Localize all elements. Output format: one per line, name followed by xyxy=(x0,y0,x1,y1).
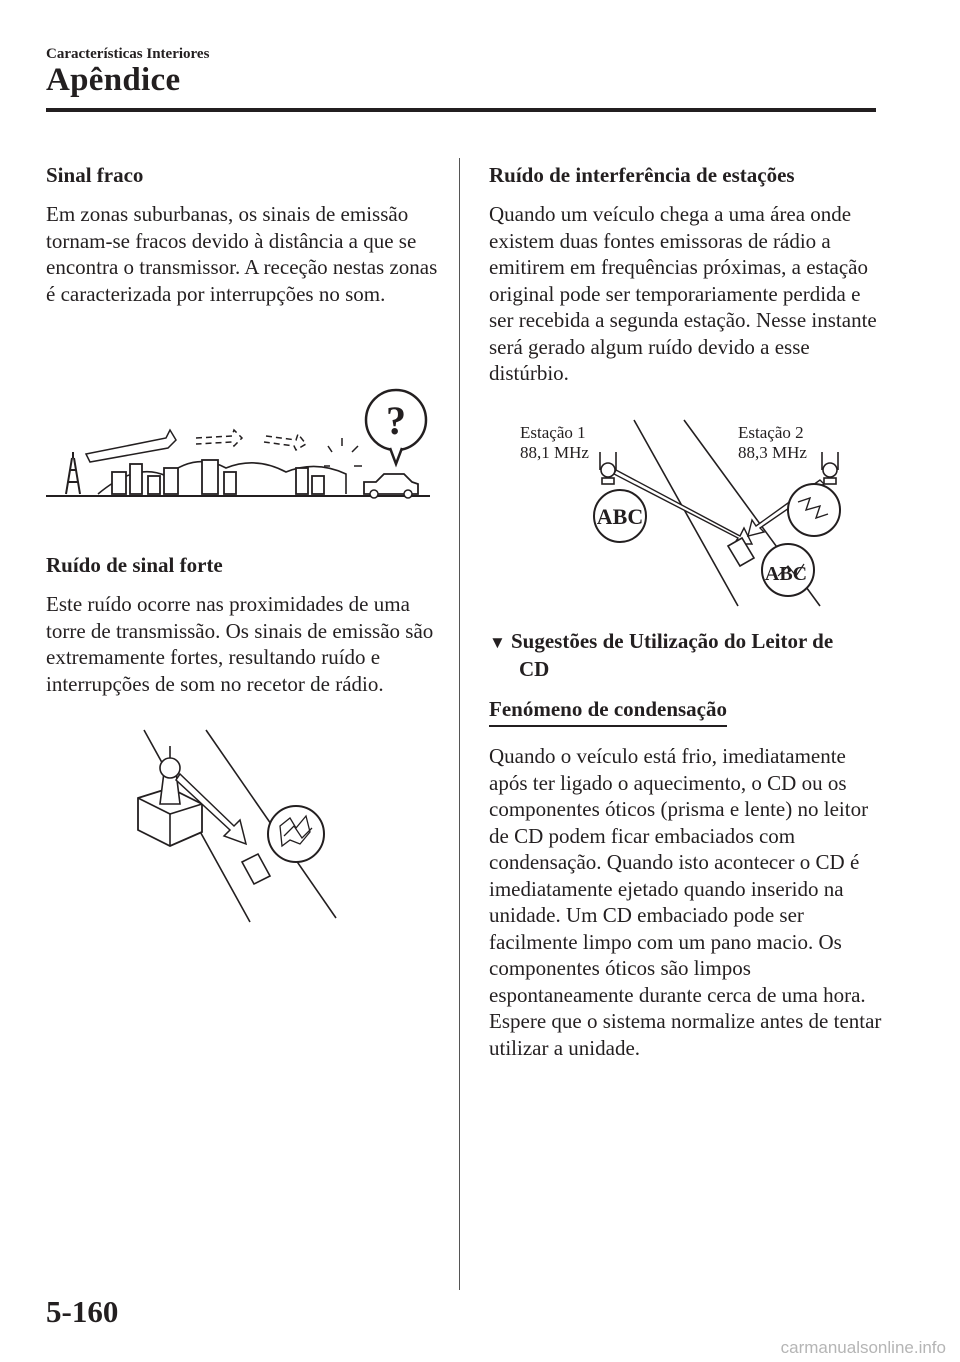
clear-reception-bubble: ABC xyxy=(596,504,644,529)
chapter-title: Apêndice xyxy=(46,62,181,98)
cd-tips-heading xyxy=(489,628,884,683)
svg-text:?: ? xyxy=(386,398,406,443)
condensation-section xyxy=(489,696,884,1061)
column-divider xyxy=(459,158,460,1290)
watermark: carmanualsonline.info xyxy=(780,1338,946,1357)
header-rule xyxy=(46,108,876,112)
station-1-frequency: 88,1 MHz xyxy=(520,443,589,462)
station-interference-illustration xyxy=(516,418,850,608)
weak-signal-body: Em zonas suburbanas, os sinais de emissão tornam-se fracos devido à distância a que se encontra o transmissor. A receção nestas zonas é caracterizada por interrupções no som. xyxy=(46,202,438,306)
interference-heading: Ruído de interferência de estações xyxy=(489,163,795,187)
section-label: Características Interiores xyxy=(46,46,210,62)
cd-tips-heading-line1: Sugestões de Utilização do Leitor de xyxy=(511,629,834,653)
weak-signal-illustration xyxy=(46,376,432,502)
strong-signal-body: Este ruído ocorre nas proximidades de uma torre de transmissão. Os sinais de emissão são extremamente fortes, resultando ruído e interrupções de som no recetor de rádio. xyxy=(46,592,434,696)
condensation-body: Quando o veículo está frio, imediatamente após ter ligado o aquecimento, o CD ou os componentes óticos (prisma e lente) no leitor de CD podem ficar embaciados com condensação. Quando isto acontecer o CD é imediatamente ejetado quando inserido na unidade. Um CD embaciado pode ser facilmente limpo com um pano macio. Os componentes óticos são limpos espontaneamente durante cerca de uma hora. Espere que o sistema normalize antes de tentar utilizar a unidade. xyxy=(489,744,882,1060)
mixed-reception-bubble: ABC xyxy=(764,563,808,585)
cd-tips-heading-line2: CD xyxy=(519,657,550,681)
station-1-label: Estação 1 xyxy=(520,423,586,442)
strong-signal-heading: Ruído de sinal forte xyxy=(46,553,223,577)
weak-signal-section xyxy=(46,162,446,307)
strong-signal-section xyxy=(46,552,446,697)
station-2-label: Estação 2 xyxy=(738,423,804,442)
weak-signal-heading: Sinal fraco xyxy=(46,163,144,187)
interference-section xyxy=(489,162,884,387)
page-number: 5-160 xyxy=(46,1294,119,1329)
strong-signal-illustration xyxy=(130,728,350,924)
down-triangle-icon: ▼ xyxy=(489,633,506,652)
interference-body: Quando um veículo chega a uma área onde existem duas fontes emissoras de rádio a emitirem em frequências próximas, a estação original pode ser temporariamente perdida e ser recebida a segunda estação. Nesse instante será gerado algum ruído devido a esse distúrbio. xyxy=(489,202,877,385)
condensation-subheading: Fenómeno de condensação xyxy=(489,696,727,727)
station-2-frequency: 88,3 MHz xyxy=(738,443,807,462)
